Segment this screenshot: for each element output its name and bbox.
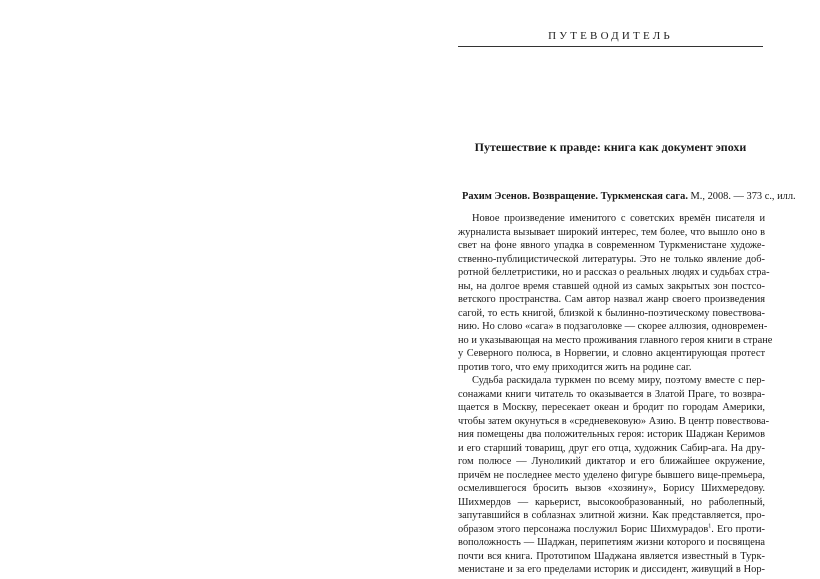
text-line: ны, на долгое время ставшей одной из самых закрытых зон постсо- [458, 280, 765, 292]
text-line: против того, что ему приходится жить на родине саг. [458, 361, 692, 373]
text-line: ния помещены два положительных героя: историк Шаджан Керимов [458, 429, 765, 440]
text-line: сагой, то есть книгой, близкой к былинно-поэтическому повествова- [458, 307, 765, 319]
text-line: и его старший товарищ, друг его отца, художник Сабир-ага. На дру- [458, 442, 765, 454]
footnote-marker[interactable]: 1 [708, 523, 712, 530]
text-line: ственно-публицистической литературы. Это не только явление доб- [458, 253, 765, 265]
text-line: причём не последнее место уделено фигуре бывшего вице-премьера, [458, 469, 765, 481]
article-title: Путешествие к правде: книга как документ эпохи [474, 140, 747, 154]
text-line: у Северного полюса, в Норвегии, и словно акцентирующая протест [458, 348, 765, 359]
citation-book-title: Рахим Эсенов. Возвращение. Туркменская сага. [462, 191, 688, 202]
footnote-line-tail: . Его проти- [711, 523, 765, 535]
text-line: свет на фоне явного упадка в современном Туркменистане художе- [458, 240, 765, 251]
footnote-line-text: образом этого персонажа послужил Борис Шихмурадов [458, 523, 709, 535]
text-line: но и указывающая на место проживания главного героя книги в стране [458, 334, 773, 346]
text-line: гом полюсе — Луноликий диктатор и его ближайшее окружение, [458, 456, 765, 467]
paragraph-2 [458, 374, 770, 577]
text-line: ротной беллетристики, но и рассказ о реальных людях и судьбах стра- [458, 267, 770, 278]
running-head: ПУТЕВОДИТЕЛЬ [548, 30, 673, 42]
text-line: чтобы затем окунуться в «средневековую» Азию. В центр повествова- [458, 415, 770, 427]
text-line: нию. Но слово «сага» в подзаголовке — скорее аллюзия, одновремен- [458, 321, 768, 332]
text-line: сонажами книги читатель то оказывается в Златой Праге, то возвра- [458, 388, 765, 400]
text-line: Шихмердов — карьерист, высокообразованный, но раболепный, [458, 496, 765, 508]
text-line: щается в Москву, пересекает океан и бродит по городам Америки, [458, 402, 765, 413]
text-line: ветского пространства. Сам автор назвал жанр своего произведения [458, 294, 765, 305]
text-line: осмелившегося бросить вызов «хозяину», Борису Шихмередову. [458, 483, 765, 494]
text-line: почти вся книга. Прототипом Шаджана является известный в Турк- [458, 550, 765, 562]
paragraph-1 [458, 212, 773, 374]
header-rule [458, 46, 763, 47]
text-line: Судьба раскидала туркмен по всему миру, поэтому вместе с пер- [472, 375, 765, 386]
text-line: менистане и за его пределами историк и диссидент, живущий в Нор- [458, 564, 765, 575]
book-citation [462, 191, 796, 202]
text-line: воположность — Шаджан, перипетиям жизни которого и посвящена [458, 537, 765, 548]
citation-details: М., 2008. — 373 с., илл. [687, 191, 796, 202]
article-body [458, 212, 773, 577]
text-line-with-footnote [458, 523, 765, 537]
text-line: Новое произведение именитого с советских времён писателя и [472, 213, 765, 224]
text-line: запутавшийся в соблазнах элитной жизни. Как представляется, про- [458, 510, 765, 521]
text-line: журналиста вызывает широкий интерес, тем более, что вышло оно в [458, 226, 765, 238]
